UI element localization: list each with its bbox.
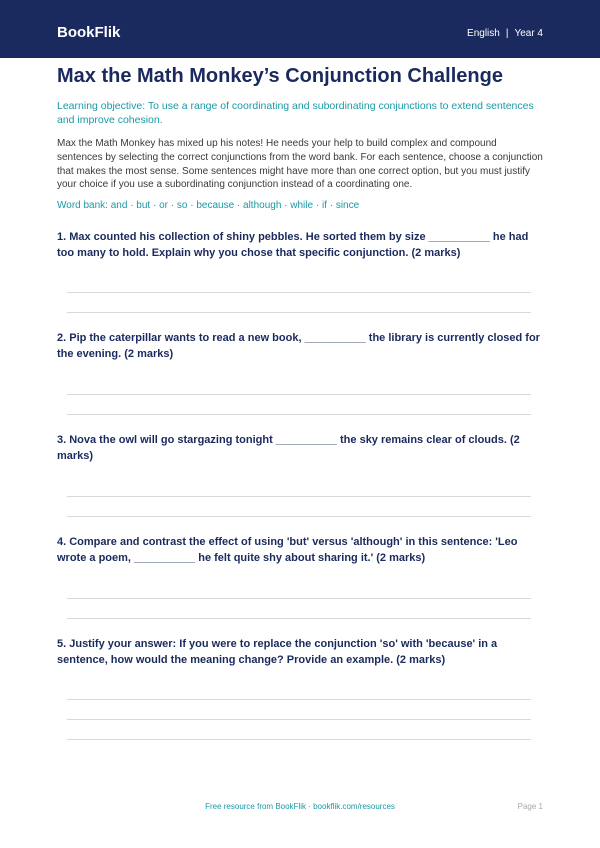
answer-line[interactable]	[67, 312, 531, 313]
answer-line[interactable]	[67, 292, 531, 293]
year-label: Year 4	[514, 28, 543, 39]
subject-label: English	[467, 28, 500, 39]
learning-objective: Learning objective: To use a range of coordinating and subordinating conjunctions to extend sentences and improve cohesion.	[57, 100, 534, 126]
answer-line[interactable]	[67, 516, 531, 517]
answer-line[interactable]	[67, 394, 531, 395]
question-2: 2. Pip the caterpillar wants to read a new book, __________ the library is currently closed for the evening. (2 marks)	[57, 332, 540, 360]
question-3: 3. Nova the owl will go stargazing tonight __________ the sky remains clear of clouds. (2 marks)	[57, 434, 520, 462]
answer-line[interactable]	[67, 699, 531, 700]
header-meta	[467, 27, 543, 41]
worksheet-title: Max the Math Monkey’s Conjunction Challenge	[57, 65, 503, 87]
answer-line[interactable]	[67, 739, 531, 740]
brand-logo[interactable]: BookFlik	[57, 24, 121, 41]
question-1: 1. Max counted his collection of shiny pebbles. He sorted them by size __________ he had too many to hold. Explain why you chose that specific conjunction. (2 marks)	[57, 231, 529, 259]
question-5: 5. Justify your answer: If you were to replace the conjunction 'so' with 'because' in a sentence, how would the meaning change? Provide an example. (2 marks)	[57, 638, 498, 666]
header-bar	[0, 0, 600, 58]
answer-line[interactable]	[67, 618, 531, 619]
intro-paragraph: Max the Math Monkey has mixed up his notes! He needs your help to build complex and compound sentences by selecting the correct conjunctions from the word bank. For each sentence, choose a conjunction that makes the most sense. Some sentences might have more than one correct option, but you must justify your choice if you use a subordinating conjunction instead of a coordinating one.	[57, 138, 543, 191]
answer-line[interactable]	[67, 719, 531, 720]
meta-separator: |	[505, 28, 509, 39]
answer-line[interactable]	[67, 496, 531, 497]
answer-line[interactable]	[67, 598, 531, 599]
page-number: Page 1	[517, 802, 543, 811]
answer-line[interactable]	[67, 414, 531, 415]
footer-link[interactable]: Free resource from BookFlik · bookflik.com/resources	[205, 802, 395, 811]
question-4: 4. Compare and contrast the effect of using 'but' versus 'although' in this sentence: 'Leo wrote a poem, __________ he felt quite shy about sharing it.' (2 marks)	[57, 536, 518, 564]
word-bank: Word bank: and · but · or · so · because · although · while · if · since	[57, 200, 360, 211]
